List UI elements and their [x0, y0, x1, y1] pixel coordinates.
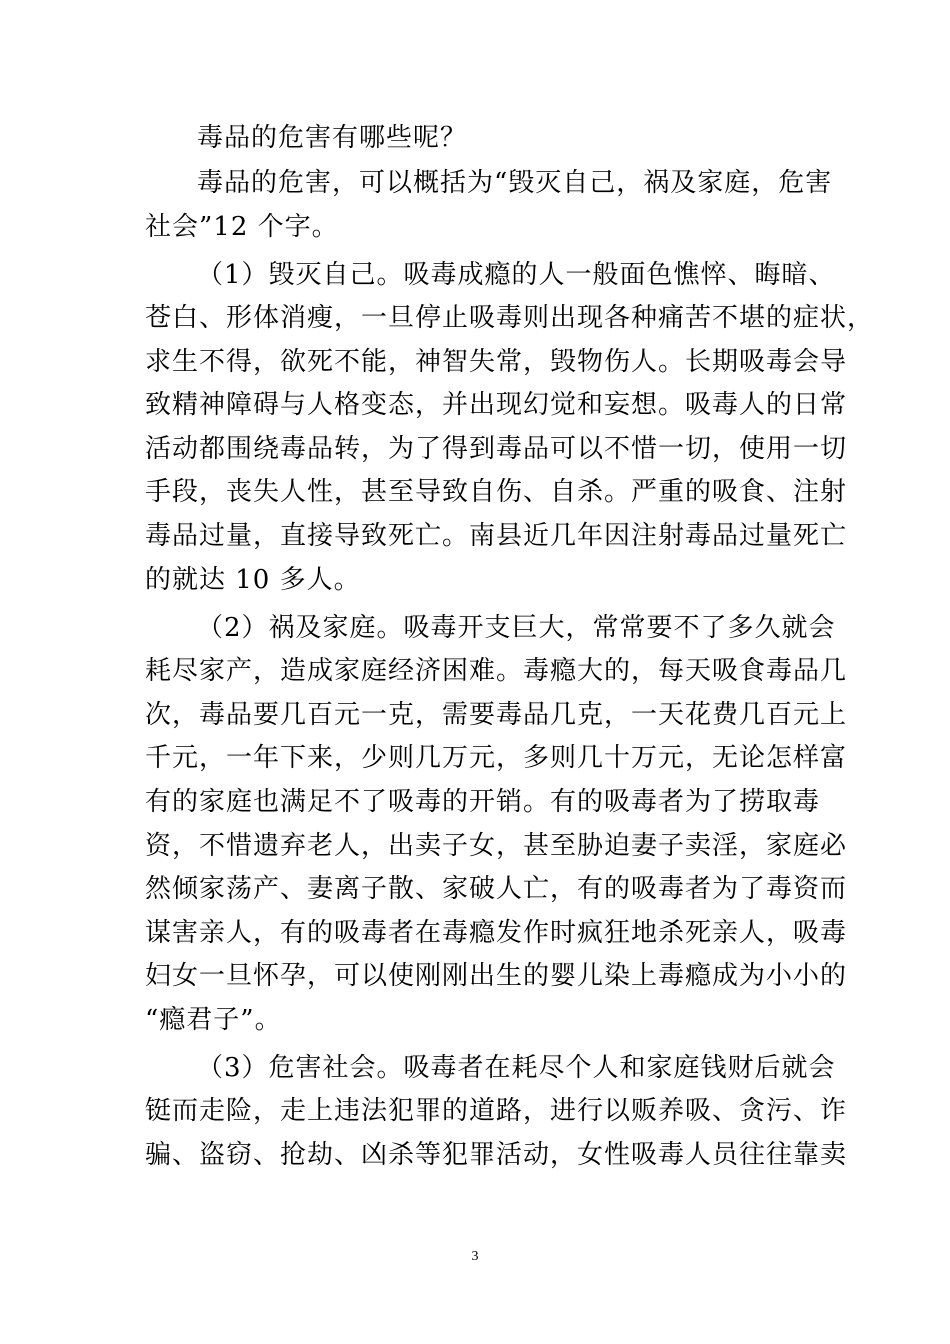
- section-1-line-1: （1）毁灭自己。吸毒成瘾的人一般面色憔悴、晦暗、: [197, 260, 836, 290]
- section-1-line-5: 活动都围绕毒品转，为了得到毒品可以不惜一切，使用一切: [145, 434, 848, 464]
- page-number: 3: [471, 1249, 479, 1264]
- section-2-line-10: “瘾君子”。: [145, 1005, 282, 1035]
- section-2-line-4: 千元，一年下来，少则几万元，多则几十万元，无论怎样富: [145, 743, 848, 773]
- summary-line-2: 社会”12 个字。: [145, 212, 339, 242]
- section-2-line-7: 然倾家荡产、妻离子散、家破人亡，有的吸毒者为了毒资而: [145, 874, 848, 904]
- section-2-line-2: 耗尽家产，造成家庭经济困难。毒瘾大的，每天吸食毒品几: [145, 656, 848, 686]
- section-2-line-6: 资，不惜遗弃老人，出卖子女，甚至胁迫妻子卖淫，家庭必: [145, 831, 848, 861]
- summary-line-1: 毒品的危害，可以概括为“毁灭自己，祸及家庭，危害: [197, 168, 833, 198]
- section-1-line-8: 的就达 10 多人。: [145, 565, 361, 595]
- section-2-line-5: 有的家庭也满足不了吸毒的开销。有的吸毒者为了捞取毒: [145, 787, 821, 817]
- section-3-line-3: 骗、盗窃、抢劫、凶杀等犯罪活动，女性吸毒人员往往靠卖: [145, 1140, 848, 1170]
- section-3-line-2: 铤而走险，走上违法犯罪的道路，进行以贩养吸、贪污、诈: [145, 1096, 848, 1126]
- section-2-line-1: （2）祸及家庭。吸毒开支巨大，常常要不了多久就会: [197, 613, 836, 643]
- section-2-line-8: 谋害亲人，有的吸毒者在毒瘾发作时疯狂地杀死亲人，吸毒: [145, 918, 848, 948]
- section-2-line-9: 妇女一旦怀孕，可以使刚刚出生的婴儿染上毒瘾成为小小的: [145, 961, 848, 991]
- section-1-line-7: 毒品过量，直接导致死亡。南县近几年因注射毒品过量死亡: [145, 521, 848, 551]
- section-1-line-4: 致精神障碍与人格变态，并出现幻觉和妄想。吸毒人的日常: [145, 390, 848, 420]
- section-3-line-1: （3）危害社会。吸毒者在耗尽个人和家庭钱财后就会: [197, 1053, 836, 1083]
- section-1-line-6: 手段，丧失人性，甚至导致自伤、自杀。严重的吸食、注射: [145, 477, 848, 507]
- section-1-line-3: 求生不得，欲死不能，神智失常，毁物伤人。长期吸毒会导: [145, 347, 848, 377]
- section-2-line-3: 次，毒品要几百元一克，需要毒品几克，一天花费几百元上: [145, 700, 848, 730]
- question-line: 毒品的危害有哪些呢？: [197, 123, 468, 153]
- section-1-line-2: 苍白、形体消瘦，一旦停止吸毒则出现各种痛苦不堪的症状，: [145, 303, 875, 333]
